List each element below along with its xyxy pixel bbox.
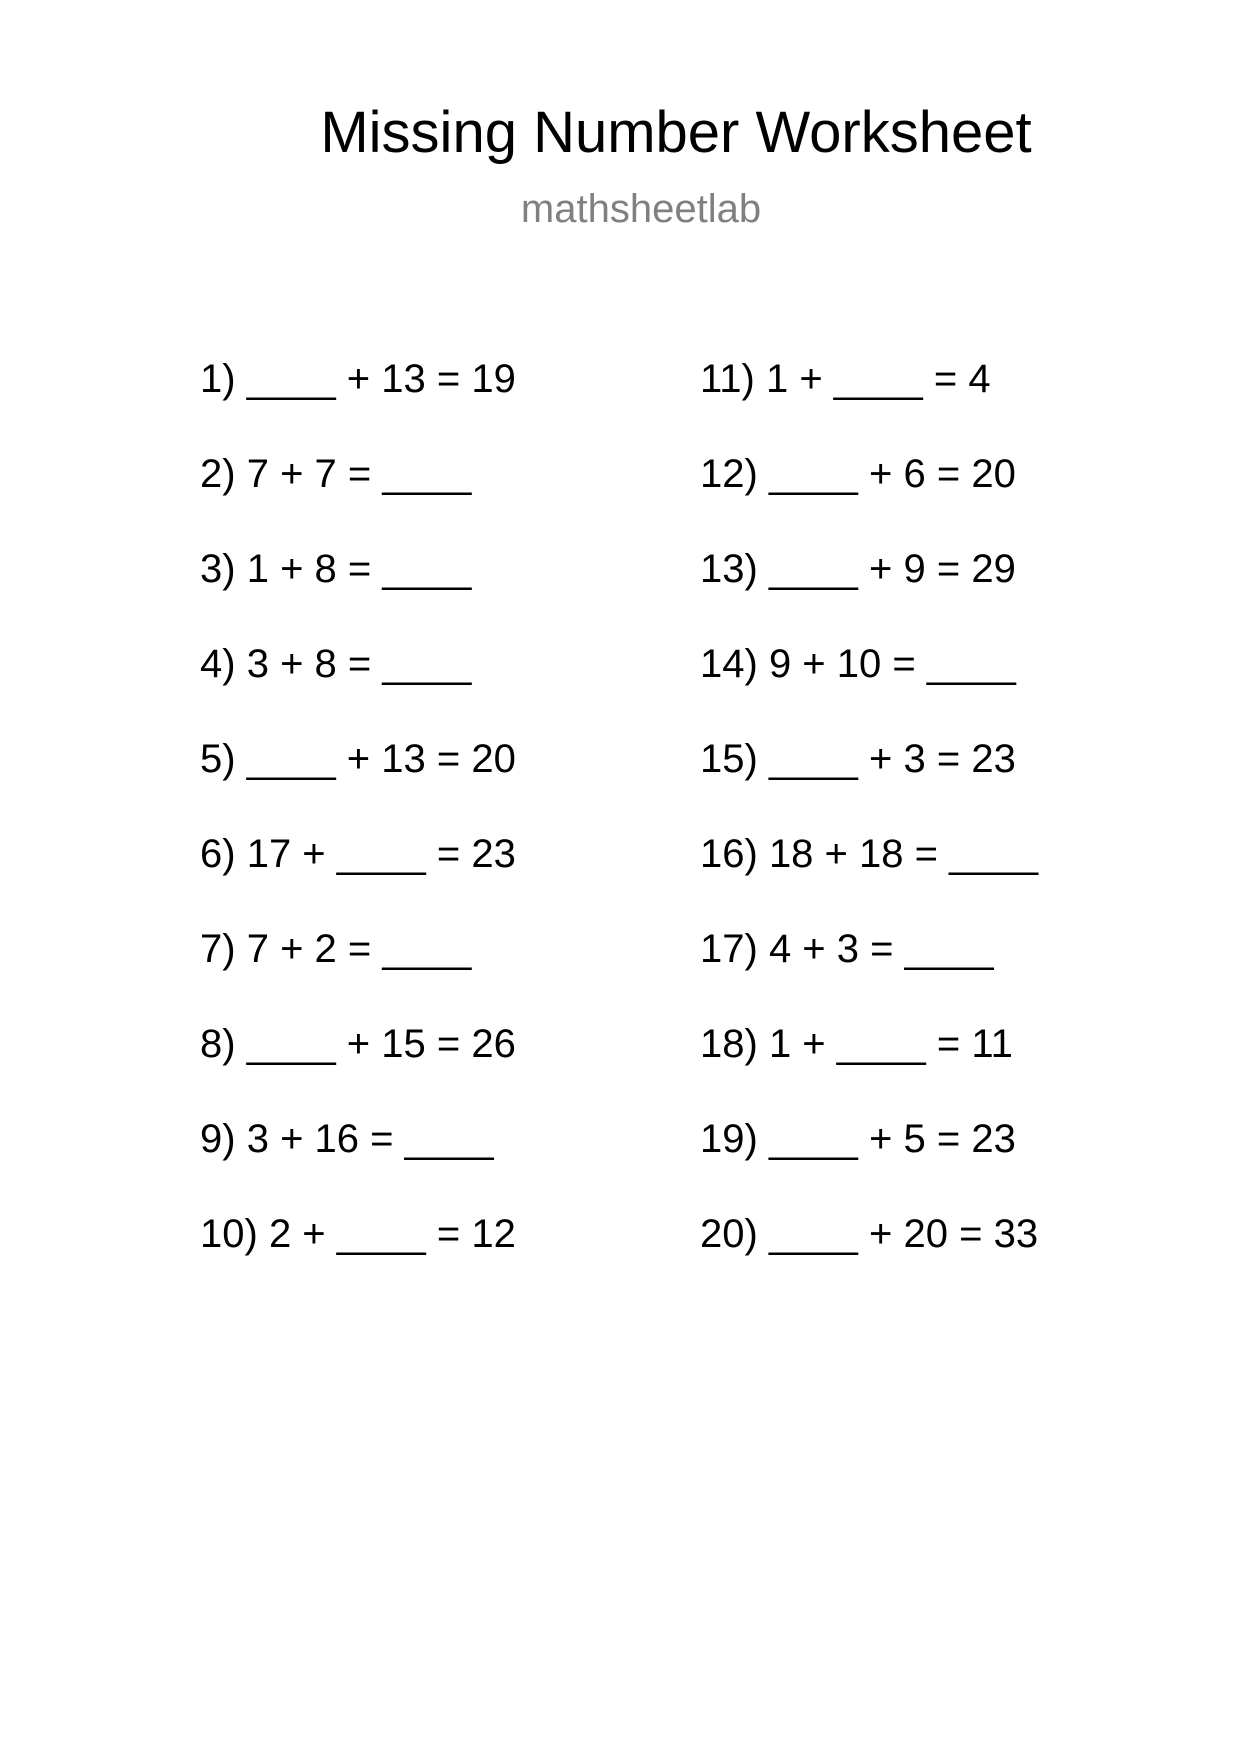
problem-expression: 7 + 7 = ____ xyxy=(246,452,472,496)
problem-number: 5) xyxy=(200,737,236,781)
problem-expression: 1 + 8 = ____ xyxy=(246,547,472,591)
problem-expression: 18 + 18 = ____ xyxy=(768,832,1039,876)
problem-20 xyxy=(700,1211,1038,1257)
problem-number: 8) xyxy=(200,1022,236,1066)
problem-number: 3) xyxy=(200,547,236,591)
problem-14 xyxy=(700,641,1016,687)
problem-number: 18) xyxy=(700,1022,758,1066)
problem-number: 4) xyxy=(200,642,236,686)
problem-8 xyxy=(200,1021,516,1067)
problem-12 xyxy=(700,451,1016,497)
problem-expression: 3 + 16 = ____ xyxy=(246,1117,494,1161)
problem-11 xyxy=(700,356,991,402)
problem-number: 6) xyxy=(200,832,236,876)
problem-expression: ____ + 3 = 23 xyxy=(768,737,1016,781)
problem-number: 14) xyxy=(700,642,758,686)
problem-number: 12) xyxy=(700,452,758,496)
problem-15 xyxy=(700,736,1016,782)
problem-number: 13) xyxy=(700,547,758,591)
problem-expression: 4 + 3 = ____ xyxy=(768,927,994,971)
problem-expression: ____ + 20 = 33 xyxy=(768,1212,1039,1256)
problem-19 xyxy=(700,1116,1016,1162)
problem-16 xyxy=(700,831,1038,877)
problem-7 xyxy=(200,926,471,972)
problem-10 xyxy=(200,1211,516,1257)
page-title: Missing Number Worksheet xyxy=(320,100,1032,165)
problem-18 xyxy=(700,1021,1013,1067)
problem-number: 20) xyxy=(700,1212,758,1256)
problem-6 xyxy=(200,831,516,877)
problem-expression: ____ + 13 = 19 xyxy=(246,357,516,401)
problem-expression: ____ + 9 = 29 xyxy=(768,547,1016,591)
problem-expression: ____ + 15 = 26 xyxy=(246,1022,516,1066)
problem-expression: 7 + 2 = ____ xyxy=(246,927,472,971)
problem-expression: ____ + 6 = 20 xyxy=(768,452,1016,496)
problem-number: 16) xyxy=(700,832,758,876)
problem-expression: 17 + ____ = 23 xyxy=(246,832,516,876)
problem-number: 19) xyxy=(700,1117,758,1161)
problem-17 xyxy=(700,926,994,972)
problem-number: 2) xyxy=(200,452,236,496)
problem-number: 7) xyxy=(200,927,236,971)
problem-number: 17) xyxy=(700,927,758,971)
page-subtitle: mathsheetlab xyxy=(520,187,762,231)
problem-3 xyxy=(200,546,471,592)
problem-1 xyxy=(200,356,516,402)
problem-4 xyxy=(200,641,471,687)
problem-expression: 9 + 10 = ____ xyxy=(768,642,1016,686)
problem-expression: 1 + ____ = 11 xyxy=(768,1022,1013,1066)
problem-2 xyxy=(200,451,471,497)
problem-expression: 1 + ____ = 4 xyxy=(765,357,991,401)
problem-expression: ____ + 5 = 23 xyxy=(768,1117,1016,1161)
problem-number: 15) xyxy=(700,737,758,781)
problem-5 xyxy=(200,736,516,782)
problem-number: 11) xyxy=(700,357,755,401)
problem-expression: ____ + 13 = 20 xyxy=(246,737,516,781)
problem-9 xyxy=(200,1116,494,1162)
problem-13 xyxy=(700,546,1016,592)
problem-number: 1) xyxy=(200,357,236,401)
problem-expression: 2 + ____ = 12 xyxy=(268,1212,516,1256)
problem-number: 10) xyxy=(200,1212,258,1256)
problem-number: 9) xyxy=(200,1117,236,1161)
problem-expression: 3 + 8 = ____ xyxy=(246,642,472,686)
